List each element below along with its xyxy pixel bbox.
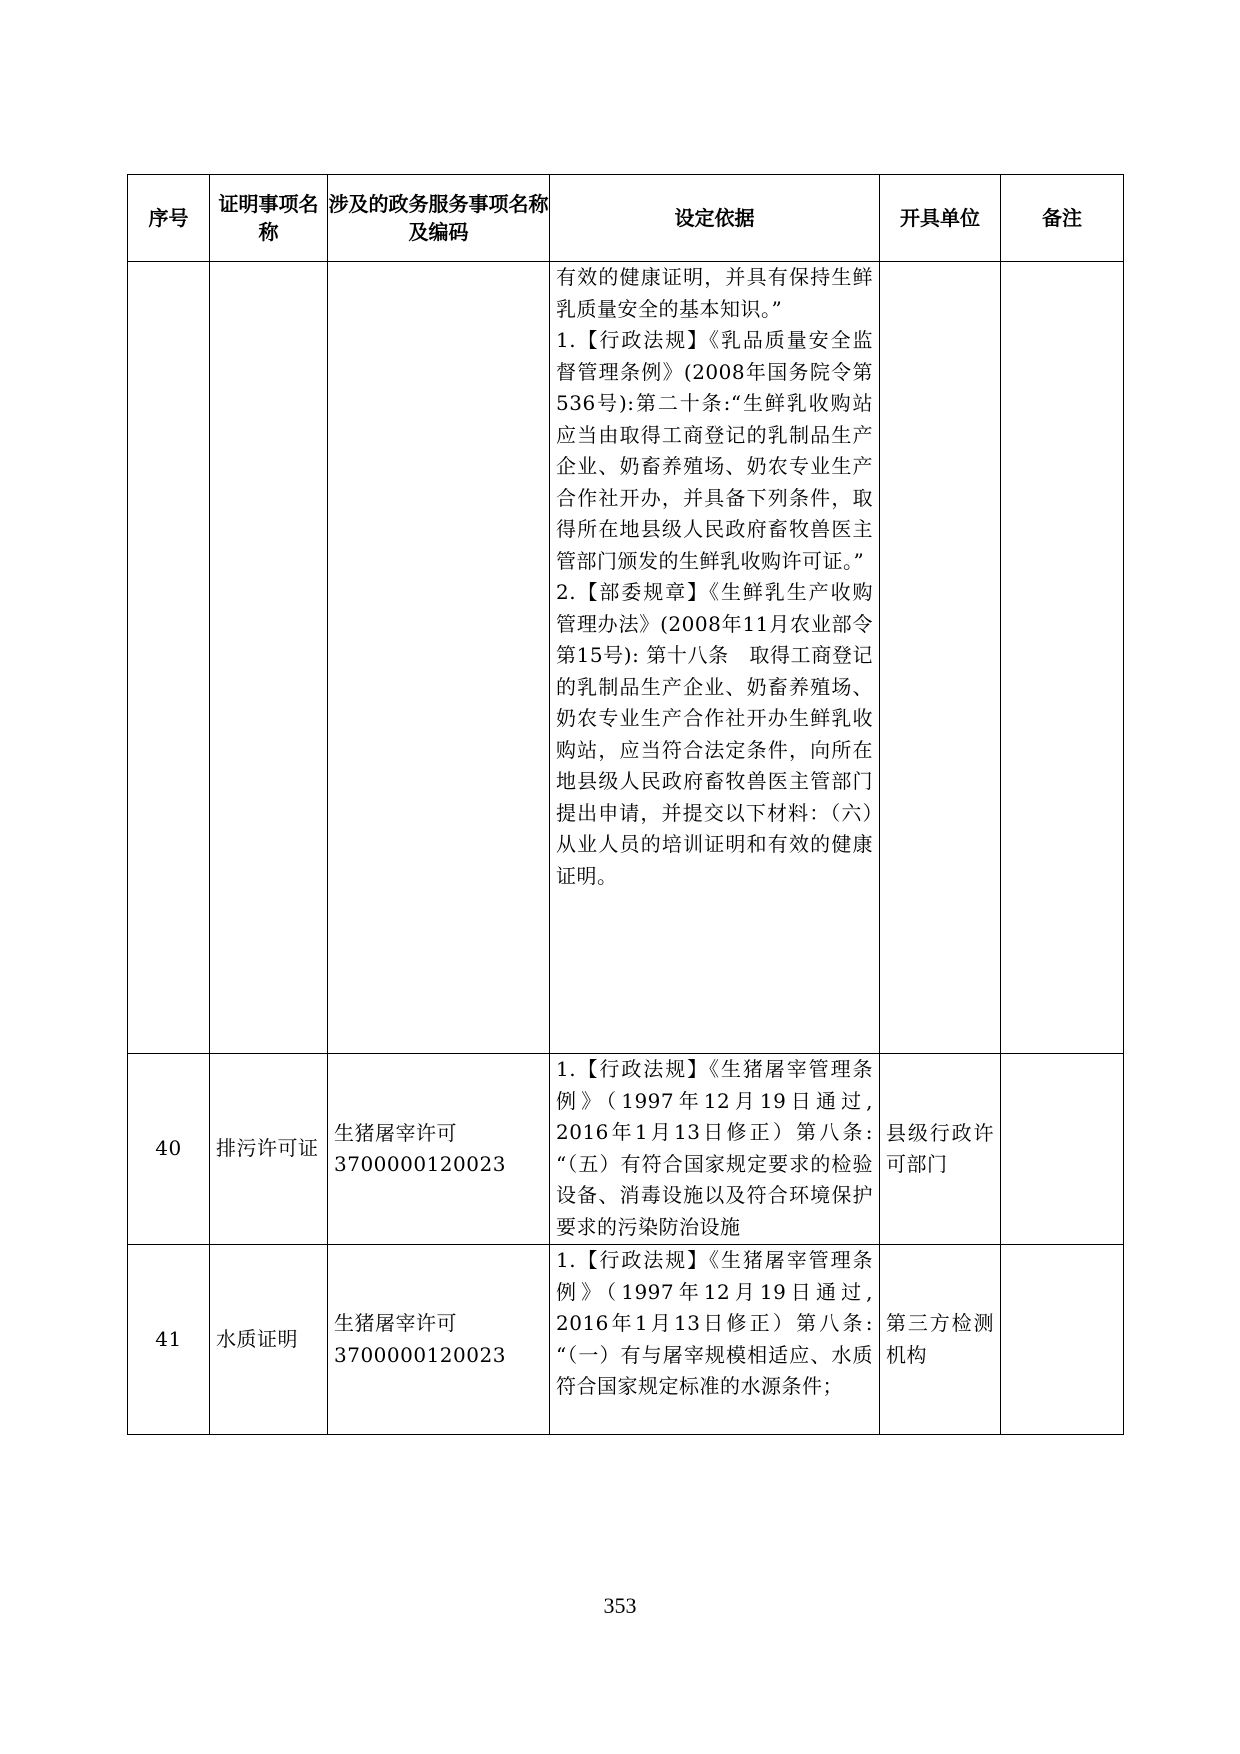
row-issuer: 第三方检测机构 [886, 1311, 994, 1367]
row-basis: 有效的健康证明，并具有保持生鲜乳质量安全的基本知识。” 1.【行政法规】《乳品质量安全监督管理条例》(2008年国务院令第536号):第二十条:“生鲜乳收购站应当由取得工商登记的乳制品生产企业、奶畜养殖场、奶农专业生产合作社开办，并具备下列条件，取得所在地县级人民政府畜牧兽医主管部门颁发的生鲜乳收购许可证。” 2.【部委规章】《生鲜乳生产收购管理办法》(2008年11月农业部令第15号): 第十八条 取得工商登记的乳制品生产企业、奶畜养殖场、奶农专业生产合作社开办生鲜乳收购站，应当符合法定条件，向所在地县级人民政府畜牧兽医主管部门提出申请，并提交以下材料：（六）从业人员的培训证明和有效的健康证明。 [556, 265, 873, 888]
header-note: 备注 [1001, 175, 1124, 262]
table-header-row [128, 175, 1124, 262]
row-note-cell [1001, 1245, 1124, 1435]
row-basis-cell [550, 262, 880, 1054]
row-index-cell [128, 1054, 210, 1245]
header-issuer: 开具单位 [880, 175, 1001, 262]
header-index: 序号 [128, 175, 210, 262]
header-service-name: 涉及的政务服务事项名称及编码 [328, 175, 550, 262]
row-note-cell [1001, 1054, 1124, 1245]
row-service-cell [328, 262, 550, 1054]
row-basis: 1.【行政法规】《生猪屠宰管理条例》（1997年12月19日通过, 2016年1月13日修正）第八条: “（一）有与屠宰规模相适应、水质符合国家规定标准的水源条件； [556, 1248, 873, 1398]
row-index-cell [128, 1245, 210, 1435]
row-item-cell [210, 262, 328, 1054]
table-row [128, 1245, 1124, 1435]
row-item-name: 排污许可证 [216, 1136, 319, 1161]
row-service-cell [328, 1054, 550, 1245]
row-item-name: 水质证明 [216, 1326, 298, 1351]
row-index: 41 [155, 1326, 182, 1351]
row-item-cell [210, 1054, 328, 1245]
row-service-name: 生猪屠宰许可 3700000120023 [334, 1120, 506, 1176]
header-basis: 设定依据 [550, 175, 880, 262]
row-basis-cell [550, 1245, 880, 1435]
row-index: 40 [155, 1136, 182, 1161]
table-row [128, 1054, 1124, 1245]
row-basis-cell [550, 1054, 880, 1245]
row-issuer: 县级行政许可部门 [886, 1120, 994, 1176]
row-note-cell [1001, 262, 1124, 1054]
row-index-cell [128, 262, 210, 1054]
row-service-cell [328, 1245, 550, 1435]
certificate-table [127, 174, 1124, 1435]
page-number: 353 [603, 1593, 637, 1618]
row-item-cell [210, 1245, 328, 1435]
table-row [128, 262, 1124, 1054]
row-issuer-cell [880, 1245, 1001, 1435]
row-basis: 1.【行政法规】《生猪屠宰管理条例》（1997年12月19日通过, 2016年1月13日修正）第八条: “（五）有符合国家规定要求的检验设备、消毒设施以及符合环境保护要求的污染防治设施 [556, 1057, 873, 1239]
row-issuer-cell [880, 1054, 1001, 1245]
row-service-name: 生猪屠宰许可 3700000120023 [334, 1311, 506, 1367]
row-issuer-cell [880, 262, 1001, 1054]
header-item-name: 证明事项名称 [210, 175, 328, 262]
